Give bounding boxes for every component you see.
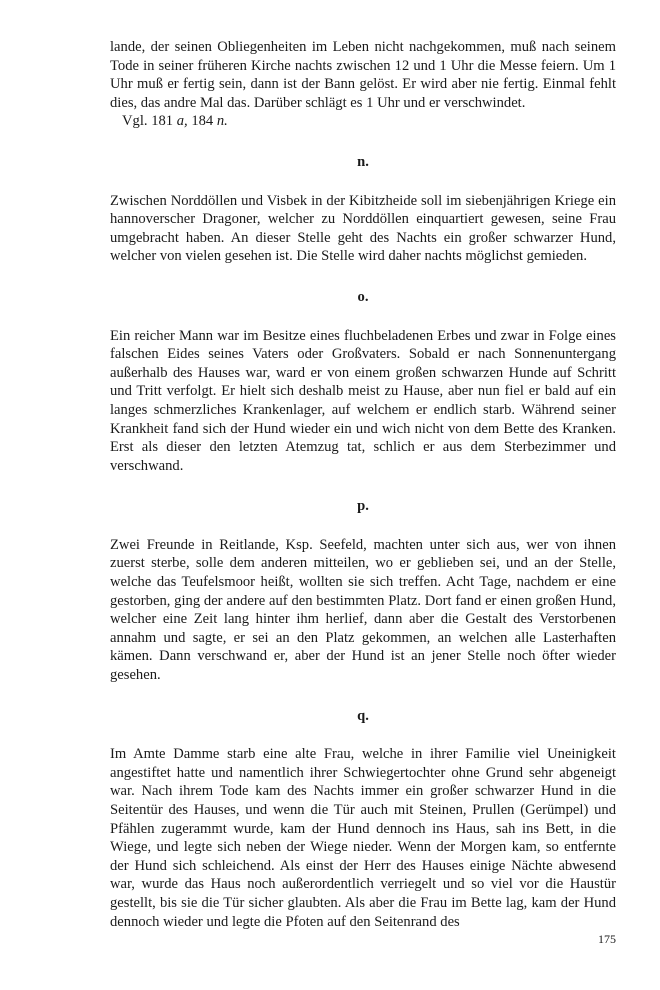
section-heading-q: q.	[357, 707, 369, 724]
page-body	[110, 38, 616, 931]
section-heading-p: p.	[357, 498, 369, 515]
section-heading-o: o.	[357, 288, 369, 305]
ref-mid: 184	[187, 113, 217, 130]
ref-prefix: Vgl. 181	[122, 113, 177, 130]
section-text-p: Zwei Freunde in Reitlande, Ksp. Seefeld, machten unter sich aus, wer von ihnen zuerst sterbe, solle dem anderen mitteilen, wo er geblieben sei, und an der Stelle, welche das Teufelsmoor heißt, wollten sie sich treffen. Acht Tage, nachdem er eine gestorben, ging der andere auf den bestimmten Platz. Dort fand er einen großen Hund, welcher eine Zeit lang hinter ihm herlief, dann aber die Gestalt des Verstorbenen annahm und sagte, er sei an den Platz gekommen, an welchen alle Lasterhaften kämen. Dann verschwand er, aber der Hund ist an jener Stelle noch öfter wieder gesehen.	[110, 536, 616, 684]
ref-a: a,	[176, 113, 188, 130]
page-number: 175	[598, 932, 616, 946]
ref-n: n.	[216, 113, 228, 130]
cross-reference	[110, 112, 616, 131]
section-text-o: Ein reicher Mann war im Besitze eines fluchbeladenen Erbes und zwar in Folge eines falschen Eides seines Vaters oder Großvaters. Sobald er nach Sonnenuntergang außerhalb des Hauses war, ward er von einem großen schwarzen Hunde auf Schritt und Tritt verfolgt. Er hielt sich deshalb meist zu Hause, aber nun fiel er bald auf ein langes schmerzliches Krankenlager, auf welchem er endlich starb. Während seiner Krankheit fand sich der Hund wieder ein und wich nicht von dem Bette des Kranken. Erst als dieser den letzten Atemzug tat, schlich er aus dem Sterbezimmer und verschwand.	[110, 327, 616, 474]
section-text-n: Zwischen Norddöllen und Visbek in der Kibitzheide soll im siebenjährigen Kriege ein hannoverscher Dragoner, welcher zu Norddöllen einquartiert gewesen, seine Frau umgebracht haben. An dieser Stelle geht des Nachts ein großer schwarzer Hund, welcher von vielen gesehen ist. Die Stelle wird daher nachts möglichst gemieden.	[110, 192, 616, 265]
section-heading-n: n.	[357, 153, 369, 170]
intro-paragraph: lande, der seinen Obliegenheiten im Leben nicht nachgekommen, muß nach seinem Tode in seiner früheren Kirche nachts zwischen 12 und 1 Uhr die Messe feiern. Um 1 Uhr muß er fertig sein, dann ist der Bann gelöst. Er wird aber nie fertig. Einmal fehlt dies, das andre Mal das. Darüber schlägt es 1 Uhr und er verschwindet.	[110, 39, 616, 111]
section-text-q: Im Amte Damme starb eine alte Frau, welche in ihrer Familie viel Uneinigkeit angestiftet hatte und namentlich ihrer Schwiegertochter ohne Grund sehr abgeneigt war. Nach ihrem Tode kam des Nachts immer ein großer schwarzer Hund in die Seitentür des Hauses, und wenn die Tür auch mit Steinen, Prullen (Gerümpel) und Pfählen zugerammt wurde, kam der Hund dennoch ins Haus, sah ins Bett, in die Wiege, und legte sich neben der Wiege nieder. Wenn der Morgen kam, so entfernte der Hund sich schleichend. Als einst der Herr des Hauses einige Nächte abwesend war, wurde das Haus noch außerordentlich verriegelt und so viel vor die Haustür gestellt, bis sie die Tür sicher glaubten. Als aber die Frau im Bette lag, kam der Hund dennoch wieder und legte die Pfoten auf den Seitenrand des	[110, 746, 616, 930]
